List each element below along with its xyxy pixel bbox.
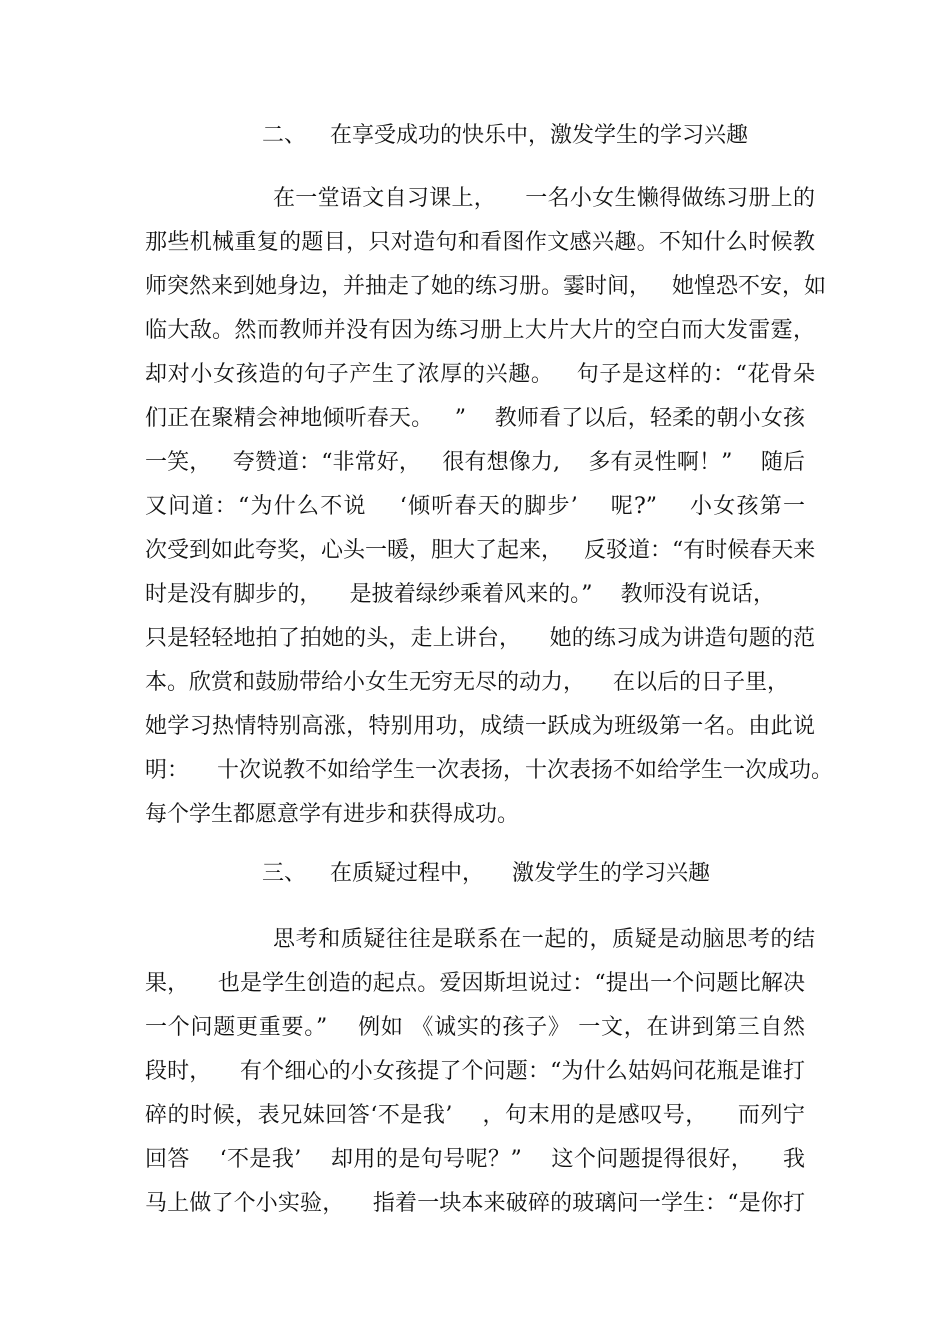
- paragraph-line: 一个问题更重要。” 例如 《诚实的孩子》 一文，在讲到第三自然: [145, 1015, 805, 1040]
- section-title: 在质疑过程中， 激发学生的学习兴趣: [330, 861, 710, 886]
- paragraph-line: 师突然来到她身边，并抽走了她的练习册。霎时间， 她惶恐不安，如: [145, 274, 826, 299]
- paragraph-line: 那些机械重复的题目，只对造句和看图作文感兴趣。不知什么时候教: [145, 230, 815, 255]
- paragraph-line: 只是轻轻地拍了拍她的头，走上讲台， 她的练习成为讲造句题的范: [145, 626, 815, 651]
- paragraph-line: 明： 十次说教不如给学生一次表扬，十次表扬不如给学生一次成功。: [145, 758, 833, 783]
- paragraph-line: 她学习热情特别高涨，特别用功，成绩一跃成为班级第一名。由此说: [145, 714, 815, 739]
- paragraph-line: 在一堂语文自习课上， 一名小女生懒得做练习册上的: [273, 186, 815, 211]
- section-title: 在享受成功的快乐中，激发学生的学习兴趣: [330, 123, 749, 148]
- section-heading-2: [0, 121, 950, 241]
- paragraph-line: 回答 ‘不是我’ 却用的是句号呢？” 这个问题提得很好， 我: [145, 1147, 805, 1172]
- section-heading-3: [0, 859, 950, 979]
- section-number: 二、: [262, 123, 307, 148]
- paragraph-line: 又问道：“为什么不说 ‘倾听春天的脚步’ 呢?” 小女孩第一: [145, 494, 805, 519]
- paragraph-line: 们正在聚精会神地倾听春天。 ” 教师看了以后，轻柔的朝小女孩: [145, 406, 805, 431]
- section-number: 三、: [262, 861, 307, 886]
- paragraph-line: 本。欣赏和鼓励带给小女生无穷无尽的动力， 在以后的日子里，: [145, 670, 789, 695]
- paragraph-line: 一笑， 夸赞道：“非常好， 很有想像力, 多有灵性啊！” 随后: [145, 450, 805, 475]
- paragraph-line: 碎的时候，表兄妹回答‘不是我’ ，句末用的是感叹号， 而列宁: [145, 1103, 805, 1128]
- paragraph-line: 段时， 有个细心的小女孩提了个问题：“为什么姑妈问花瓶是谁打: [145, 1059, 805, 1084]
- paragraph-line: 果， 也是学生创造的起点。爱因斯坦说过：“提出一个问题比解决: [145, 971, 805, 996]
- paragraph-line: 马上做了个小实验， 指着一块本来破碎的玻璃问一学生：“是你打: [145, 1191, 805, 1216]
- paragraph-line: 每个学生都愿意学有进步和获得成功。: [145, 802, 520, 827]
- paragraph-line: 次受到如此夸奖，心头一暖，胆大了起来， 反驳道：“有时候春天来: [145, 538, 816, 563]
- paragraph-line: 却对小女孩造的句子产生了浓厚的兴趣。 句子是这样的：“花骨朵: [145, 362, 815, 387]
- paragraph-line: 时是没有脚步的， 是披着绿纱乘着风来的。” 教师没有说话，: [145, 582, 775, 607]
- paragraph-line: 临大敌。然而教师并没有因为练习册上大片大片的空白而大发雷霆，: [145, 318, 815, 343]
- paragraph-line: 思考和质疑往往是联系在一起的，质疑是动脑思考的结: [273, 927, 815, 952]
